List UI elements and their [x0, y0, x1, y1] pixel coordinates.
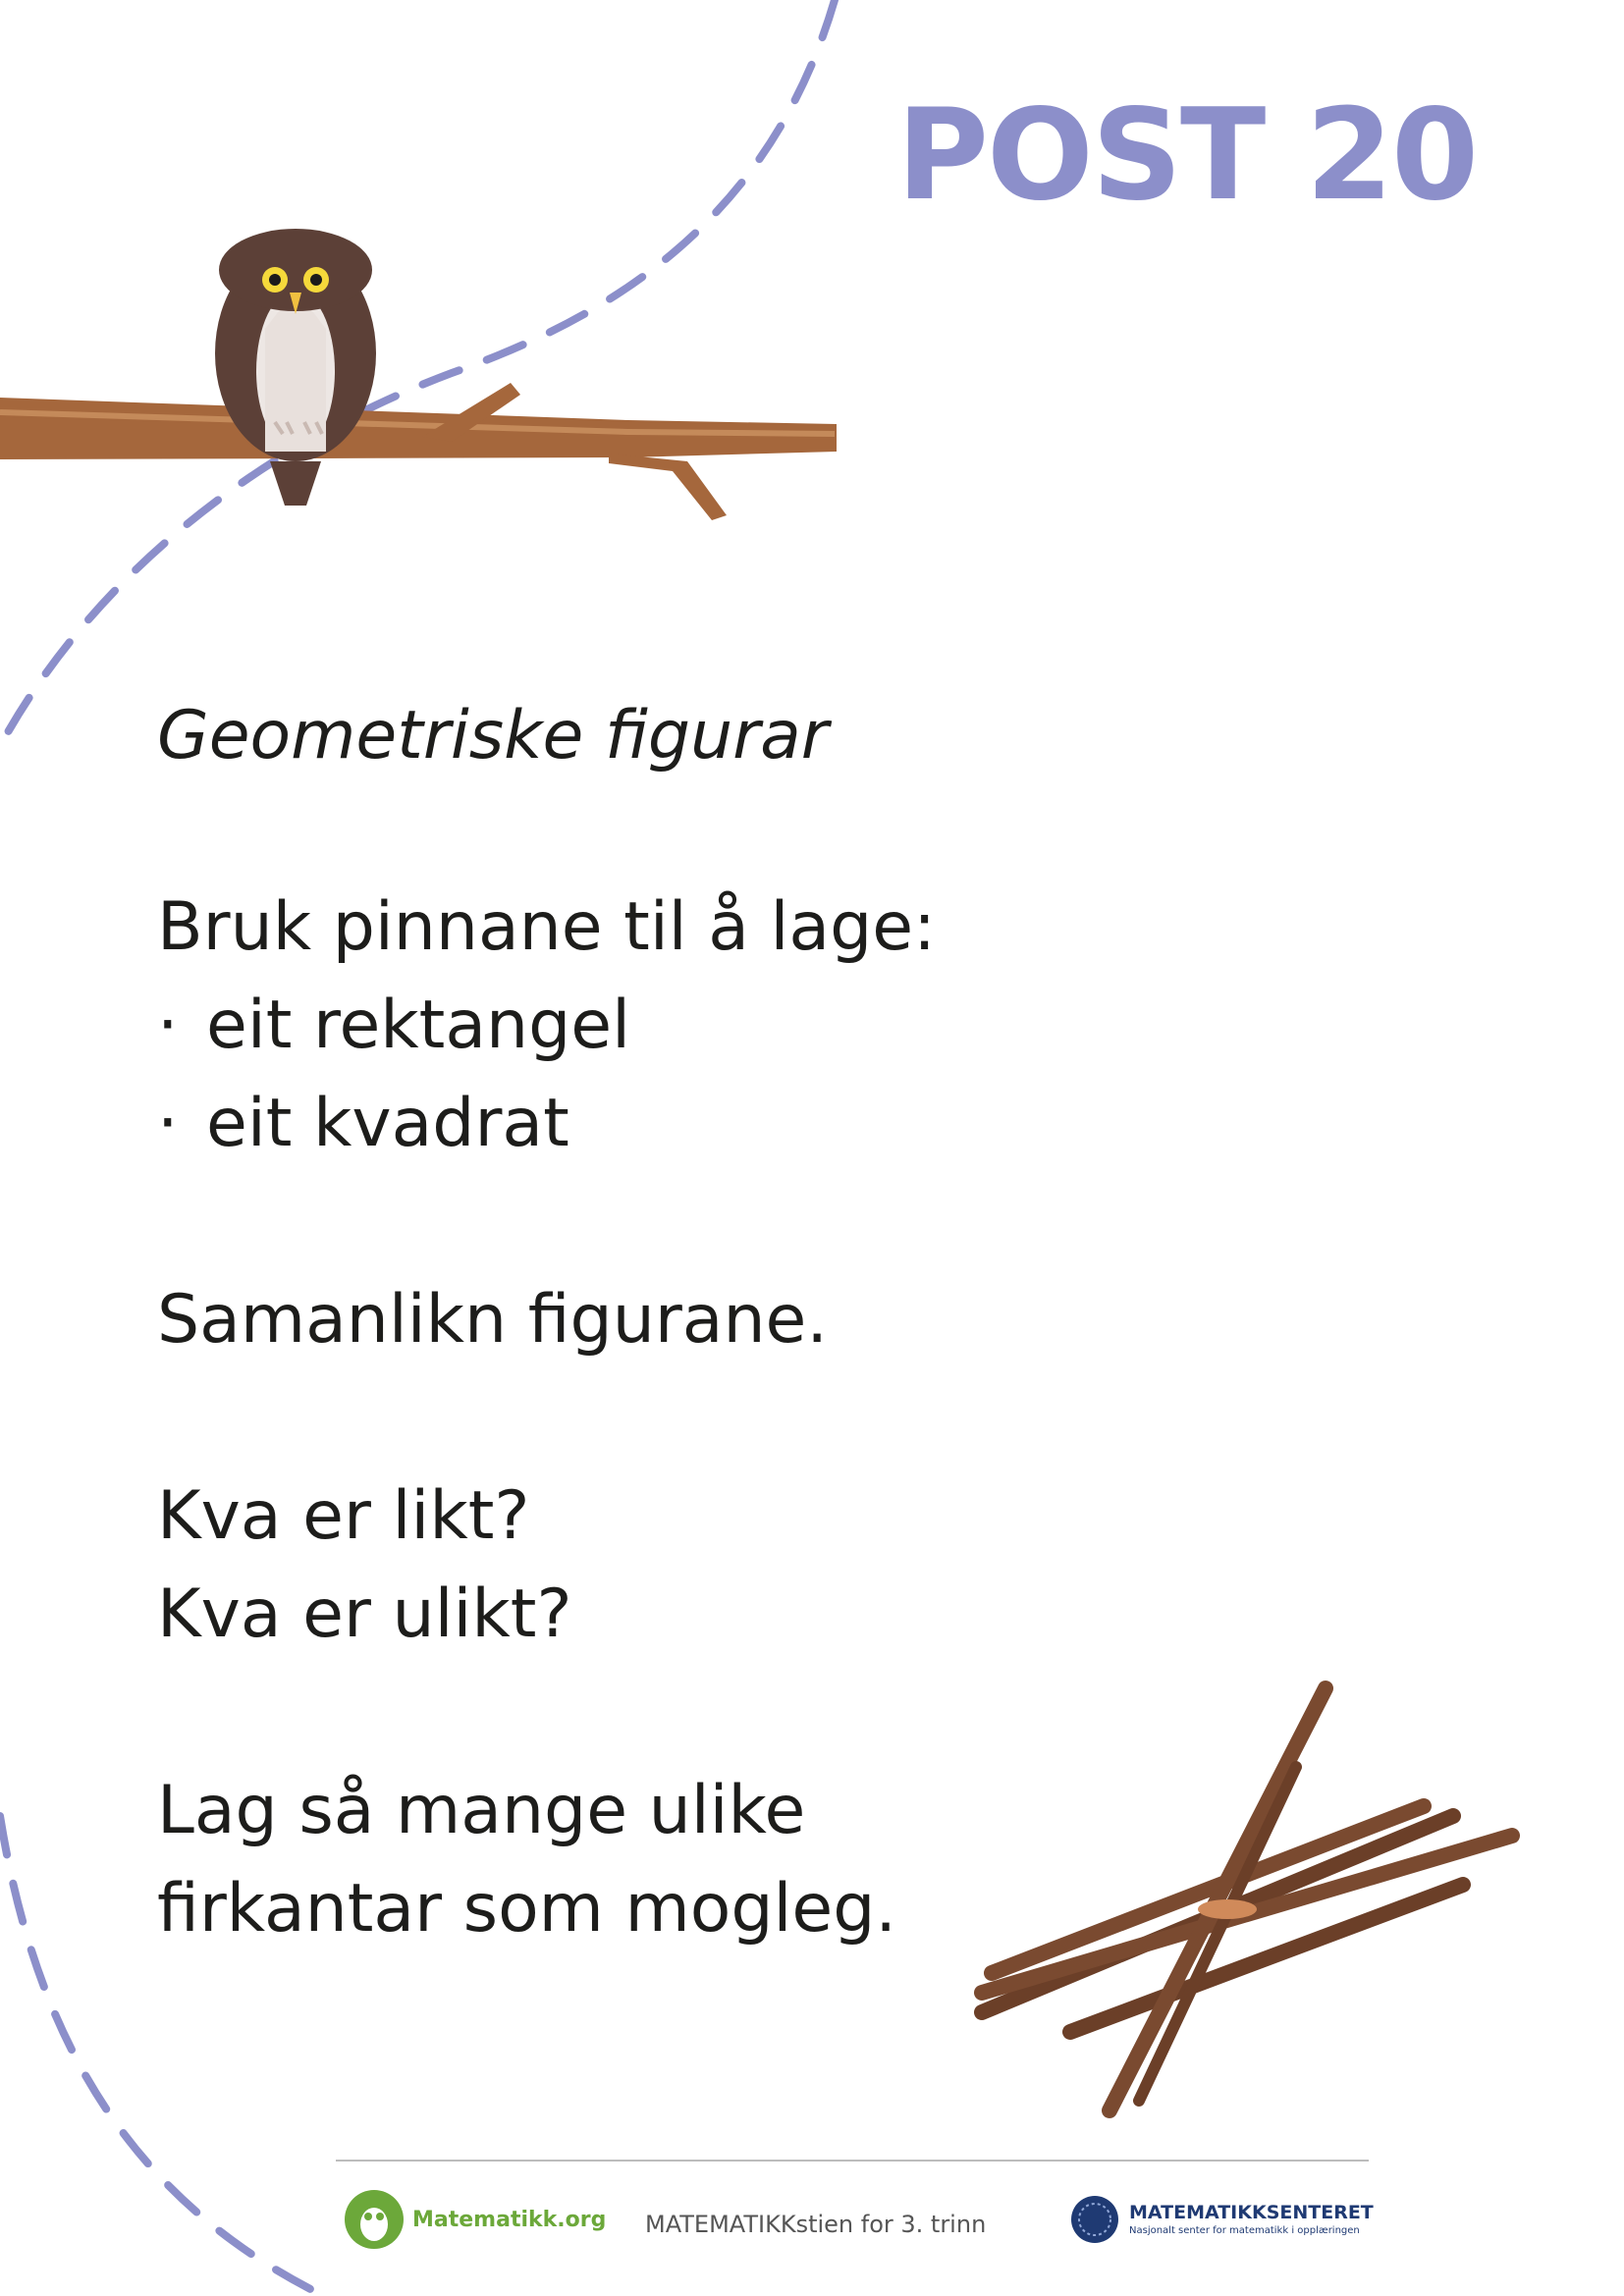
- instruction-block: [157, 879, 1188, 1173]
- list-item-text: eit kvadrat: [206, 1085, 569, 1162]
- branch-illustration: [0, 383, 837, 520]
- bullet-marker: ·: [157, 987, 179, 1064]
- post-title: POST 20: [896, 82, 1477, 229]
- globe-logo-icon: [1070, 2195, 1119, 2244]
- owl-logo-icon: [344, 2189, 405, 2250]
- task-line: firkantar som mogleg.: [157, 1870, 897, 1948]
- post-content: [157, 687, 1188, 2056]
- question-line: Kva er likt?: [157, 1477, 530, 1555]
- task-line: Lag så mange ulike: [157, 1772, 806, 1849]
- instruction-text: Bruk pinnane til å lage:: [157, 888, 936, 966]
- footer-center-text: MATEMATIKKstien for 3. trinn: [645, 2211, 987, 2238]
- compare-line: Samanlikn figurane.: [157, 1281, 828, 1359]
- matematikk-org-logo: [344, 2189, 606, 2250]
- list-item: [157, 1075, 1188, 1173]
- question-line: Kva er ulikt?: [157, 1575, 572, 1653]
- matematikk-org-label: Matematikk.org: [412, 2207, 607, 2232]
- matematikksenteret-title: MATEMATIKKSENTERET: [1129, 2202, 1374, 2223]
- footer-divider: [336, 2160, 1369, 2162]
- shape-list: [157, 977, 1188, 1173]
- questions-block: [157, 1468, 1188, 1664]
- post-subtitle: Geometriske figurar: [157, 697, 829, 774]
- bullet-marker: ·: [157, 1085, 179, 1162]
- matematikksenteret-text: [1129, 2201, 1374, 2238]
- list-item: [157, 977, 1188, 1075]
- footer: [336, 2189, 1374, 2268]
- compare-text: [157, 1271, 1188, 1369]
- matematikksenteret-subtitle: Nasjonalt senter for matematikk i opplæringen: [1129, 2225, 1360, 2236]
- matematikksenteret-logo: [1070, 2195, 1374, 2244]
- owl-illustration: [215, 229, 376, 506]
- task-block: [157, 1762, 1188, 1958]
- list-item-text: eit rektangel: [206, 987, 631, 1064]
